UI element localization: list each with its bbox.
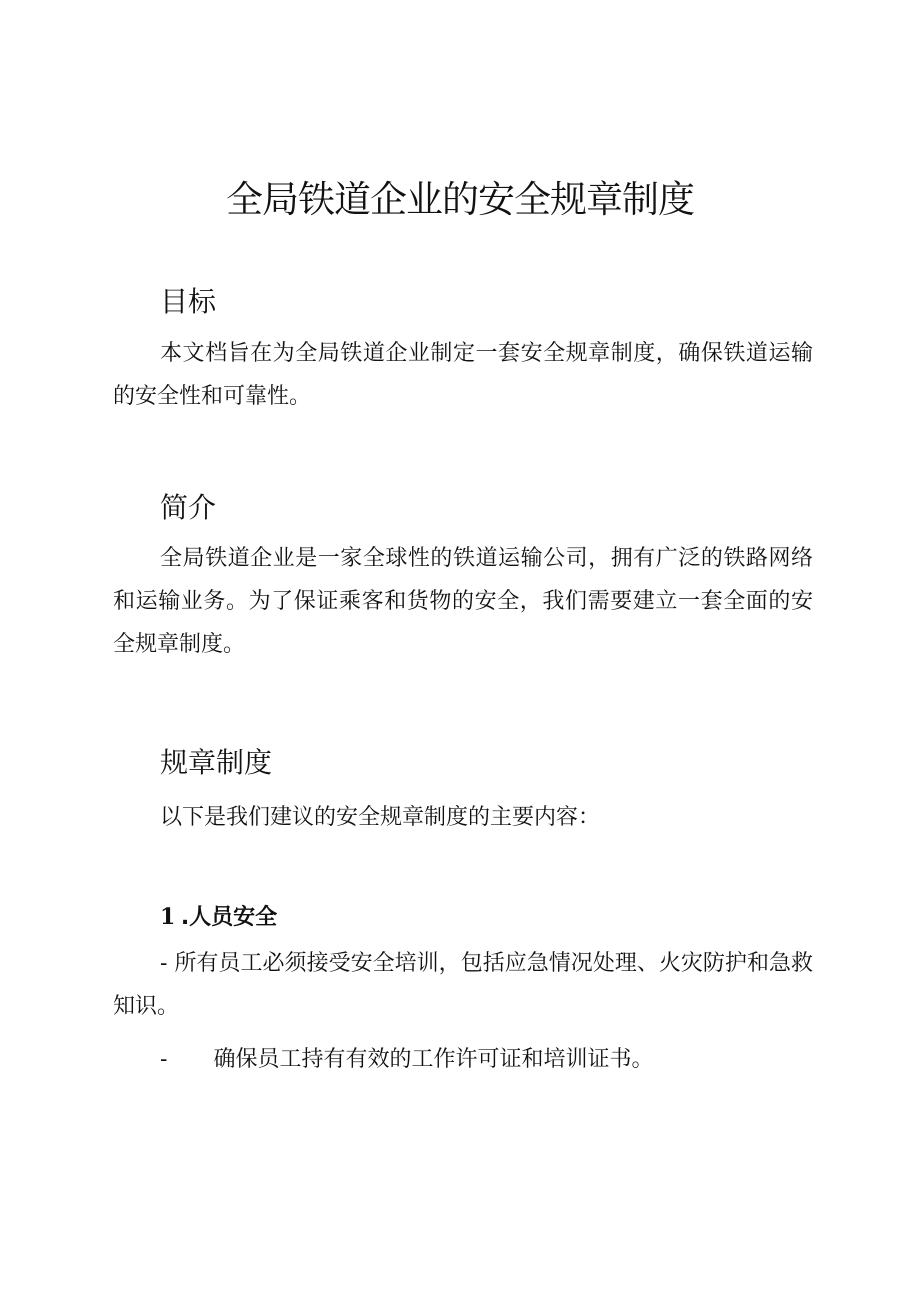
list-item-text: 确保员工持有有效的工作许可证和培训证书。 [213, 1047, 654, 1072]
list-item-dash: - [160, 1047, 168, 1072]
subsection-heading-personnel-safety [160, 897, 277, 938]
section-heading-intro: 简介 [160, 491, 217, 524]
list-item [113, 942, 813, 1028]
section-paragraph-intro: 全局铁道企业是一家全球性的铁道运输公司，拥有广泛的铁路网络和运输业务。为了保证乘客和货物的安全，我们需要建立一套全面的安全规章制度。 [113, 546, 813, 657]
list-item-dash: - [160, 951, 168, 976]
section-heading-goal: 目标 [160, 285, 217, 318]
subsection-title: .人员安全 [180, 905, 278, 930]
section-paragraph-goal: 本文档旨在为全局铁道企业制定一套安全规章制度，确保铁道运输的安全性和可靠性。 [113, 341, 813, 409]
list-item-text: 所有员工必须接受安全培训，包括应急情况处理、火灾防护和急救知识。 [113, 951, 813, 1019]
document-title: 全局铁道企业的安全规章制度 [226, 178, 694, 221]
regulations-intro-text: 以下是我们建议的安全规章制度的主要内容： [160, 805, 601, 830]
list-item [160, 1038, 653, 1081]
section-heading-regulations: 规章制度 [160, 746, 273, 779]
subsection-number: 1 [160, 904, 176, 930]
